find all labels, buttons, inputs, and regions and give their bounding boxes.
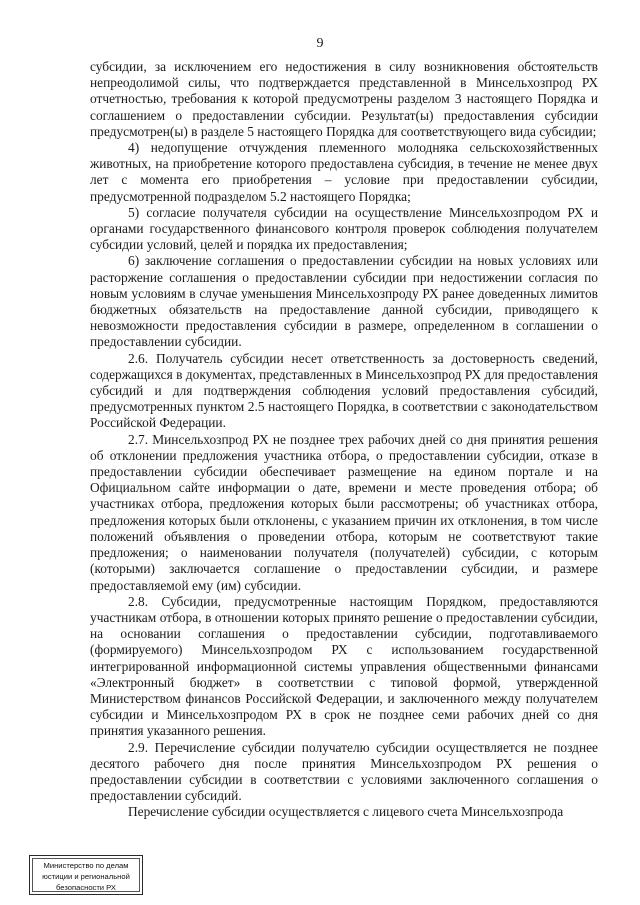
paragraph-2-7: 2.7. Минсельхозпрод РХ не позднее трех рабочих дней со дня принятия решения об отклонении предложения участника отбора, о предоставлении субсидии, отказе в предоставлении субсидии обеспечивает размещение на едином портале и на Официальном сайте информации о дате, времени и месте проведения отбора; об участниках отбора, предложения которых были рассмотрены; об участниках отбора, предложения которых были отклонены, с указанием причин их отклонения, в том числе положений объявления о проведении отбора, которым не соответствуют такие предложения; о наименовании получателя (получателей) субсидии, с которым (которыми) заключается соглашение о предоставлении субсидии, и размере предоставляемой ему (им) субсидии. xyxy=(90,431,598,593)
stamp-line-3: безопасности РХ xyxy=(56,883,116,892)
paragraph-continuation: субсидии, за исключением его недостижения в силу возникновения обстоятельств непреодолимой силы, что подтверждается представленной в Минсельхозпрод РХ отчетностью, требования к которой предусмотрены разделом 3 настоящего Порядка и соглашением о предоставлении субсидии. Результат(ы) предоставления субсидии предусмотрен(ы) в разделе 5 настоящего Порядка для соответствующего вида субсидии; xyxy=(90,59,598,139)
paragraph-item-5: 5) согласие получателя субсидии на осуществление Минсельхозпродом РХ и органами государственного финансового контроля проверок соблюдения получателем субсидии условий, целей и порядка их предоставления; xyxy=(90,204,598,253)
stamp-line-2: юстиции и региональной xyxy=(42,872,130,881)
paragraph-transfer: Перечисление субсидии осуществляется с лицевого счета Минсельхозпрода xyxy=(128,804,564,820)
paragraph-item-4: 4) недопущение отчуждения племенного молодняка сельскохозяйственных животных, на приобретение которого предоставлена субсидия, в течение не менее двух лет с момента его приобретения – условие при предоставлении субсидии, предусмотренной подразделом 5.2 настоящего Порядка; xyxy=(90,140,598,204)
page-number: 9 xyxy=(316,36,324,51)
stamp-line-1: Министерство по делам xyxy=(43,861,129,870)
paragraph-2-8: 2.8. Субсидии, предусмотренные настоящим Порядком, предоставляются участникам отбора, в отношении которых принято решение о предоставлении субсидии, на основании соглашения о предоставлении субсидии, подготавливаемого (формируемого) Минсельхозпродом РХ с использованием государственной интегрированной информационной системы управления общественными финансами «Электронный бюджет» в соответствии с типовой формой, утвержденной Министерством финансов Российской Федерации, и заключенного между получателем субсидии и Минсельхозпродом РХ в срок не позднее семи рабочих дней со дня принятия указанного решения. xyxy=(90,593,598,739)
ministry-stamp xyxy=(29,855,143,895)
paragraph-2-6: 2.6. Получатель субсидии несет ответственность за достоверность сведений, содержащихся в документах, представленных в Минсельхозпрод РХ для предоставления субсидий и для подтверждения соблюдения условий предоставления субсидий, предусмотренных пунктом 2.5 настоящего Порядка, в соответствии с законодательством Российской Федерации. xyxy=(90,350,598,431)
paragraph-item-6: 6) заключение соглашения о предоставлении субсидии на новых условиях или расторжение соглашения о предоставлении субсидии при недостижении согласия по новым условиям в случае уменьшения Минсельхозпроду РХ ранее доведенных лимитов бюджетных обязательств на предоставление данной субсидии, приводящего к невозможности предоставления субсидии в размере, определенном в соглашении о предоставлении субсидии. xyxy=(90,253,598,350)
paragraph-2-9: 2.9. Перечисление субсидии получателю субсидии осуществляется не позднее десятого рабочего дня после принятия Минсельхозпродом РХ решения о предоставлении субсидии в соответствии с условиями заключенного соглашения о предоставлении субсидий. xyxy=(90,739,598,804)
document-body xyxy=(90,59,598,821)
